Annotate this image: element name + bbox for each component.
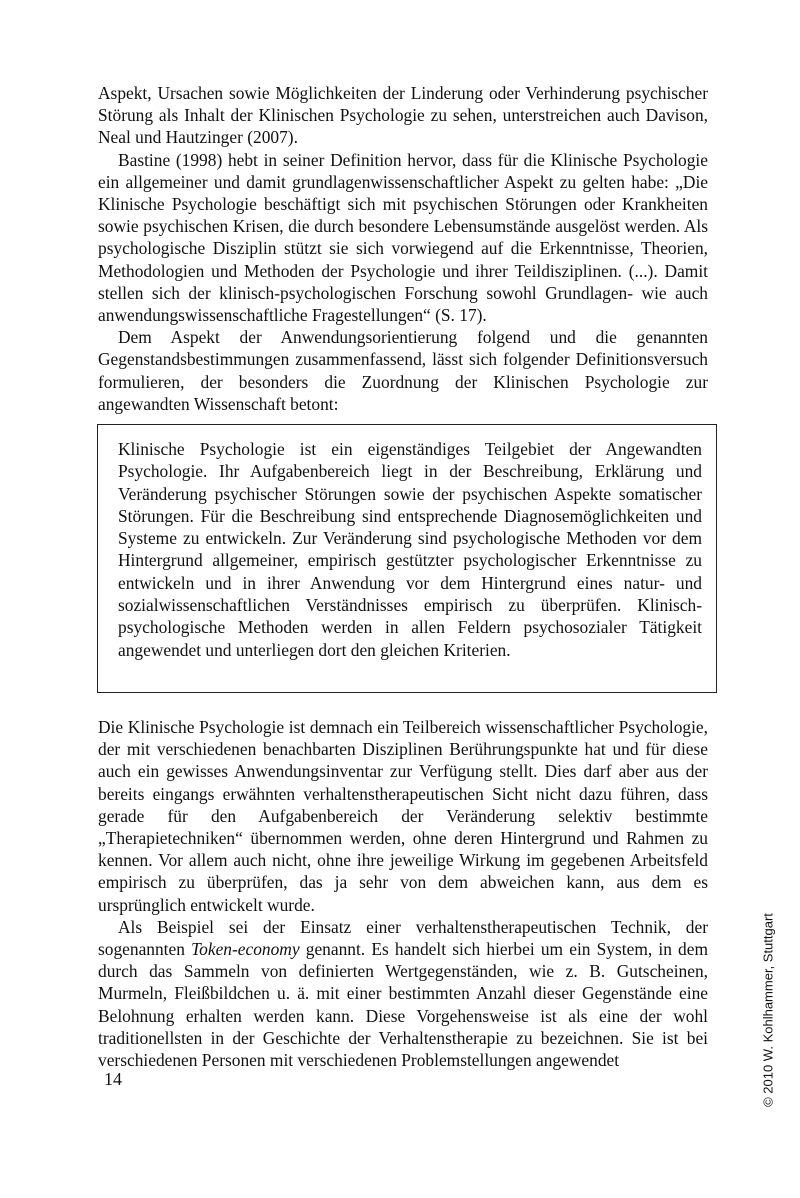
body-text-bottom xyxy=(98,716,708,1071)
paragraph-text: genannt. Es handelt sich hierbei um ein System, in dem durch das Sammeln von definierten Wertgegenständen, wie z. B. Gutscheinen, Murmeln, Fleißbildchen u. ä. mit einer bestimmten Anzahl dieser Gegenstände eine Belohnung erhalten werden kann. Diese Vorgehensweise ist als eine der wohl traditionellsten in der Geschichte der Verhaltenstherapie zu bezeichnen. Sie ist bei verschiedenen Personen mit verschiedenen Problemstellungen angewendet xyxy=(98,939,708,1071)
copyright-notice: © 2010 W. Kohlhammer, Stuttgart xyxy=(760,913,776,1107)
paragraph xyxy=(98,916,708,1071)
definition-box: Klinische Psychologie ist ein eigenständiges Teilgebiet der Angewandten Psychologie. Ihr Aufgabenbereich liegt in der Beschreibung, Erklärung und Veränderung psychischer Störungen sowie der psychischen Aspekte somatischer Störungen. Für die Beschreibung sind entsprechende Diagnosemöglichkeiten und Systeme zu entwickeln. Zur Veränderung sind psychologische Methoden vor dem Hintergrund allgemeiner, empirisch gestützter psychologischer Erkenntnisse zu entwickeln und in ihrer Anwendung vor dem Hintergrund eines natur- und sozialwissenschaftlichen Verständnisses empirisch zu überprüfen. Klinisch-psychologische Methoden werden in allen Feldern psychosozialer Tätigkeit angewendet und unterliegen dort den gleichen Kriterien. xyxy=(97,424,717,693)
paragraph: Die Klinische Psychologie ist demnach ein Teilbereich wissenschaftlicher Psychologie, der mit verschiedenen benachbarten Disziplinen Berührungspunkte hat und für diese auch ein gewisses Anwendungsinventar zur Verfügung stellt. Dies darf aber aus der bereits eingangs erwähnten verhaltenstherapeutischen Sicht nicht dazu führen, dass gerade für den Aufgabenbereich der Veränderung selektiv bestimmte „Therapietechniken“ übernommen werden, ohne deren Hintergrund und Rahmen zu kennen. Vor allem auch nicht, ohne ihre jeweilige Wirkung im gegebenen Arbeitsfeld empirisch zu überprüfen, das ja sehr von dem abweichen kann, aus dem es ursprünglich entwickelt wurde. xyxy=(98,717,708,915)
emphasized-term: Token-economy xyxy=(191,939,300,960)
body-text-top xyxy=(98,82,708,415)
paragraph: Bastine (1998) hebt in seiner Definition hervor, dass für die Klinische Psychologie ein allgemeiner und damit grundlagenwissenschaftlicher Aspekt zu gelten habe: „Die Klinische Psychologie beschäftigt sich mit psychischen Störungen oder Krankheiten sowie psychischen Krisen, die durch besondere Lebensumstände ausgelöst werden. Als psychologische Disziplin stützt sie sich vorwiegend auf die Erkenntnisse, Theorien, Methodologien und Methoden der Psychologie und ihrer Teildisziplinen. (...). Damit stellen sich der klinisch-psychologischen Forschung sowohl Grundlagen- wie auch anwendungswissenschaftliche Fragestellungen“ (S. 17). xyxy=(98,149,708,326)
page-number: 14 xyxy=(104,1069,122,1089)
paragraph-text: Als Beispiel sei der Einsatz einer verhaltenstherapeutischen Technik, der sogenannten xyxy=(98,916,708,960)
paragraph: Dem Aspekt der Anwendungsorientierung folgend und die genannten Gegenstandsbestimmungen zusammenfassend, lässt sich folgender Definitionsversuch formulieren, der besonders die Zuordnung der Klinischen Psychologie zur angewandten Wissenschaft betont: xyxy=(98,327,708,414)
paragraph: Aspekt, Ursachen sowie Möglichkeiten der Linderung oder Verhinderung psychischer Störung als Inhalt der Klinischen Psychologie zu sehen, unterstreichen auch Davison, Neal und Hautzinger (2007). xyxy=(98,83,708,148)
